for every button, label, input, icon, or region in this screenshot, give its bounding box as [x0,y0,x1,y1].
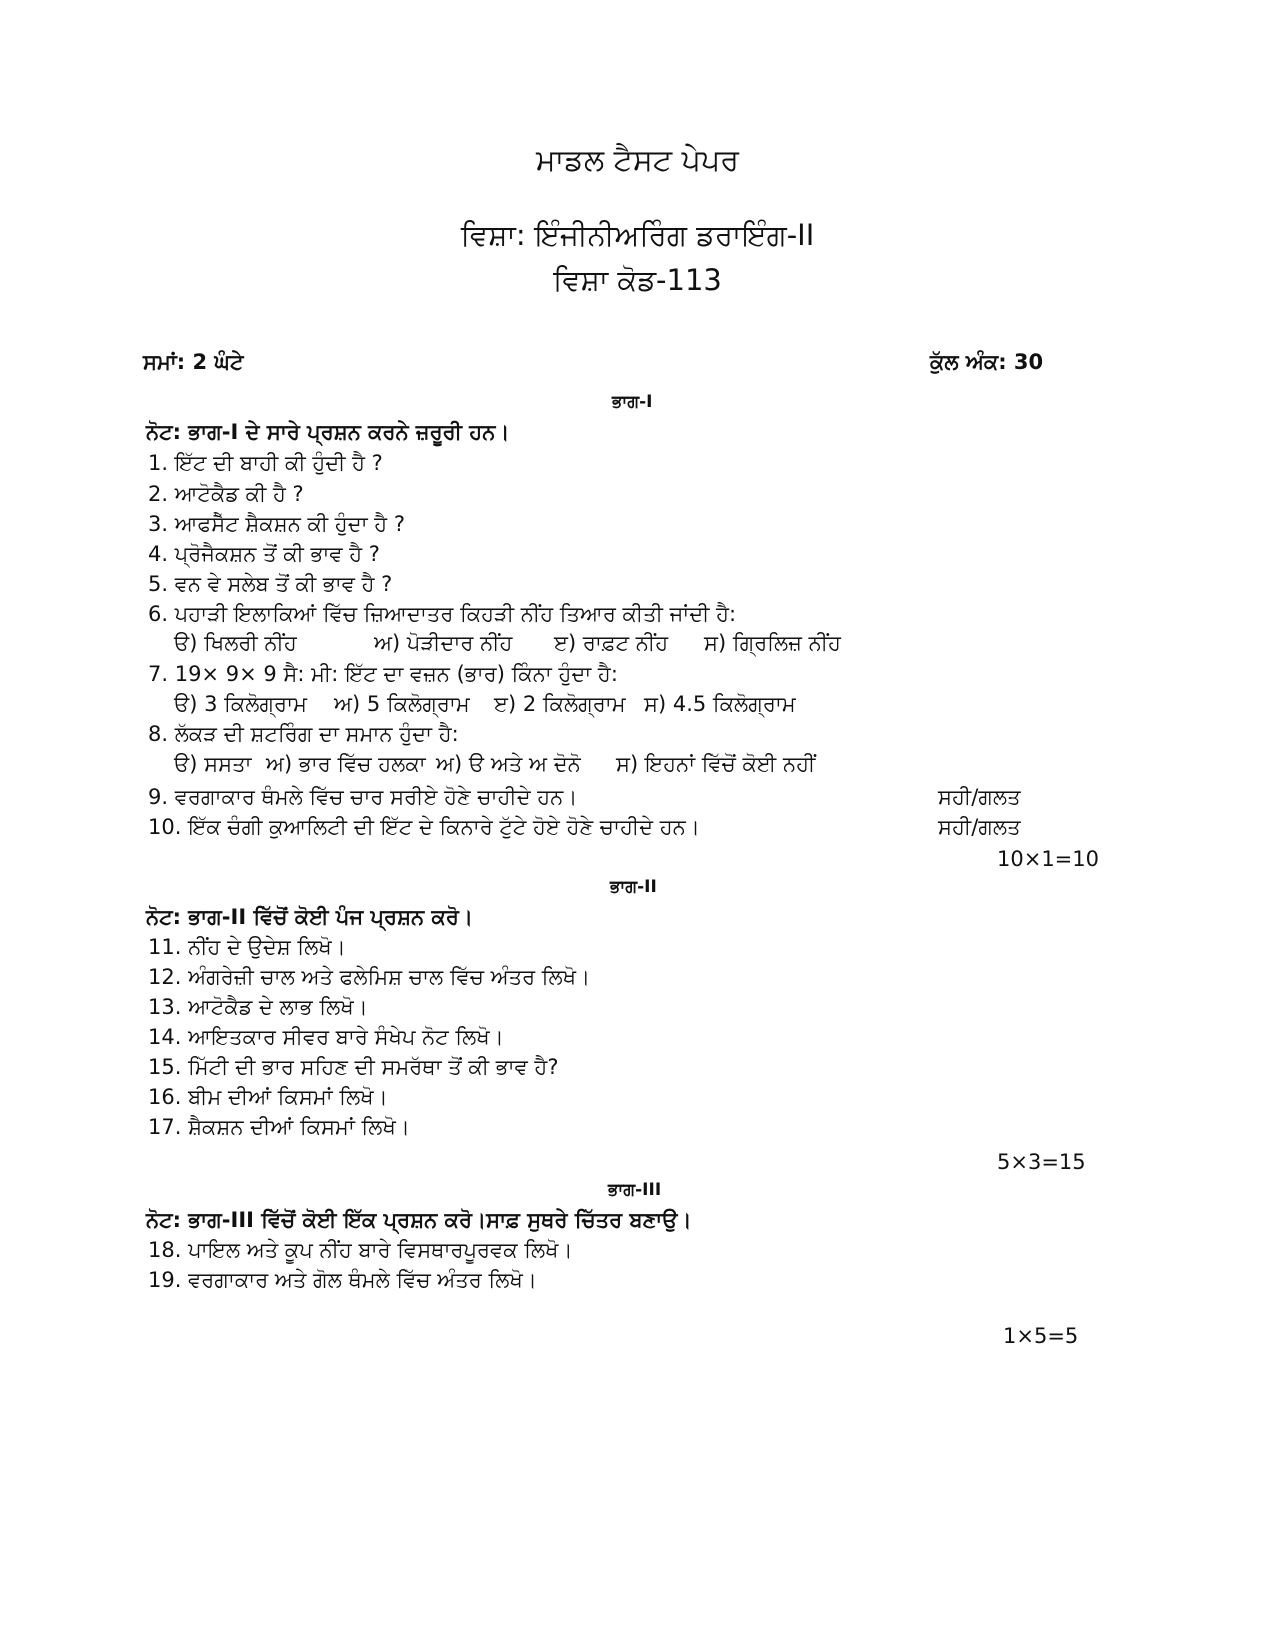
question-13: 13. ਆਟੋਕੈਡ ਦੇ ਲਾਭ ਲਿਖੋ। [148,995,368,1019]
q6-option-b: ਅ) ਪੋੜੀਦਾਰ ਨੀਂਹ [374,631,513,655]
question-8: 8. ਲੱਕੜ ਦੀ ਸ਼ਟਰਿੰਗ ਦਾ ਸਮਾਨ ਹੁੰਦਾ ਹੈ: [148,722,459,746]
part3-heading: ਭਾਗ-III [608,1180,662,1200]
question-19: 19. ਵਰਗਾਕਾਰ ਅਤੇ ਗੋਲ ਥੰਮਲੇ ਵਿੱਚ ਅੰਤਰ ਲਿਖੋ। [148,1268,537,1292]
question-3: 3. ਆਫਸੈੱਟ ਸ਼ੈਕਸ਼ਨ ਕੀ ਹੁੰਦਾ ਹੈ ? [148,512,405,536]
q7-option-d: ਸ) 4.5 ਕਿਲੋਗ੍ਰਾਮ [644,692,796,716]
q8-option-d: ਸ) ਇਹਨਾਂ ਵਿੱਚੋਂ ਕੋਈ ਨਹੀਂ [616,752,816,776]
question-12: 12. ਅੰਗਰੇਜ਼ੀ ਚਾਲ ਅਤੇ ਫਲੇਮਿਸ਼ ਚਾਲ ਵਿੱਚ ਅੰਤਰ ਲਿਖੋ। [148,965,591,989]
q6-option-c: ੲ) ਰਾਫ਼ਟ ਨੀਂਹ [554,631,669,655]
question-7: 7. 19× 9× 9 ਸੈ: ਮੀ: ਇੱਟ ਦਾ ਵਜ਼ਨ (ਭਾਰ) ਕਿੰਨਾ ਹੁੰਦਾ ਹੈ: [148,662,618,686]
question-6-options [174,631,841,656]
part3-note: ਨੋਟ: ਭਾਗ-III ਵਿੱਚੋਂ ਕੋਈ ਇੱਕ ਪ੍ਰਸ਼ਨ ਕਰੋ।ਸਾਫ਼ ਸੁਥਰੇ ਚਿੱਤਰ ਬਣਾਉ। [146,1208,692,1232]
question-15: 15. ਮਿੱਟੀ ਦੀ ਭਾਰ ਸਹਿਣ ਦੀ ਸਮਰੱਥਾ ਤੋਂ ਕੀ ਭਾਵ ਹੈ? [148,1055,559,1079]
q7-option-a: ੳ) 3 ਕਿਲੋਗ੍ਰਾਮ [174,692,307,716]
question-6: 6. ਪਹਾੜੀ ਇਲਾਕਿਆਂ ਵਿੱਚ ਜ਼ਿਆਦਾਤਰ ਕਿਹੜੀ ਨੀਂਹ ਤਿਆਰ ਕੀਤੀ ਜਾਂਦੀ ਹੈ: [148,602,737,626]
subject-title: ਵਿਸ਼ਾ: ਇੰਜੀਨੀਅਰਿੰਗ ਡਰਾਇੰਗ-II [460,218,815,252]
question-2: 2. ਆਟੋਕੈਡ ਕੀ ਹੈ ? [148,482,304,506]
q7-option-b: ਅ) 5 ਕਿਲੋਗ੍ਰਾਮ [334,692,470,716]
part2-note: ਨੋਟ: ਭਾਗ-II ਵਿੱਚੋਂ ਕੋਈ ਪੰਜ ਪ੍ਰਸ਼ਨ ਕਰੋ। [146,905,473,929]
question-18: 18. ਪਾਇਲ ਅਤੇ ਕੂਪ ਨੀਂਹ ਬਾਰੇ ਵਿਸਥਾਰਪੂਰਵਕ ਲਿਖੋ। [148,1238,573,1262]
q6-option-a: ੳ) ਖਿਲਰੀ ਨੀਂਹ [174,631,297,655]
question-16: 16. ਬੀਮ ਦੀਆਂ ਕਿਸਮਾਂ ਲਿਖੋ। [148,1085,388,1109]
question-17: 17. ਸ਼ੈਕਸ਼ਨ ਦੀਆਂ ਕਿਸਮਾਂ ਲਿਖੋ। [148,1115,410,1139]
question-14: 14. ਆਇਤਕਾਰ ਸੀਵਰ ਬਾਰੇ ਸੰਖੇਪ ਨੋਟ ਲਿਖੋ। [148,1025,504,1049]
question-1: 1. ਇੱਟ ਦੀ ਬਾਹੀ ਕੀ ਹੁੰਦੀ ਹੈ ? [148,451,383,475]
question-8-options [174,752,815,777]
question-10: 10. ਇੱਕ ਚੰਗੀ ਕੁਆਲਿਟੀ ਦੀ ਇੱਟ ਦੇ ਕਿਨਾਰੇ ਟੁੱਟੇ ਹੋਏ ਹੋਣੇ ਚਾਹੀਦੇ ਹਨ। [148,815,700,839]
subject-code: ਵਿਸ਼ਾ ਕੋਡ-113 [553,263,722,297]
q7-option-c: ੲ) 2 ਕਿਲੋਗ੍ਰਾਮ [494,692,626,716]
question-9-true-false: ਸਹੀ/ਗਲਤ [938,785,1021,809]
q8-option-a: ੳ) ਸਸਤਾ [174,752,252,776]
question-5: 5. ਵਨ ਵੇ ਸਲੇਬ ਤੋਂ ਕੀ ਭਾਵ ਹੈ ? [148,572,393,596]
q8-option-b: ਅ) ਭਾਰ ਵਿੱਚ ਹਲਕਾ [266,752,426,776]
q8-option-c: ਅ) ੳ ਅਤੇ ਅ ਦੋਨੋ [436,752,581,776]
question-11: 11. ਨੀਂਹ ਦੇ ਉਦੇਸ਼ ਲਿਖੋ। [148,935,346,959]
total-marks-label: ਕੁੱਲ ਅੰਕ: 30 [930,350,1044,374]
question-7-options [174,692,796,717]
question-10-true-false: ਸਹੀ/ਗਲਤ [938,815,1021,839]
part1-heading: ਭਾਗ-I [612,392,653,412]
part2-heading: ਭਾਗ-II [610,877,657,897]
part3-marks: 1×5=5 [1003,1324,1079,1348]
paper-title: ਮਾਡਲ ਟੈਸਟ ਪੇਪਰ [536,143,739,178]
time-label: ਸਮਾਂ: 2 ਘੰਟੇ [143,350,244,374]
part1-marks: 10×1=10 [997,847,1099,871]
question-4: 4. ਪ੍ਰੋਜੈਕਸ਼ਨ ਤੋਂ ਕੀ ਭਾਵ ਹੈ ? [148,542,380,566]
part1-note: ਨੋਟ: ਭਾਗ-I ਦੇ ਸਾਰੇ ਪ੍ਰਸ਼ਨ ਕਰਨੇ ਜ਼ਰੂਰੀ ਹਨ। [146,420,510,444]
part2-marks: 5×3=15 [997,1150,1086,1174]
q6-option-d: ਸ) ਗ੍ਰਿਲਿਜ਼ ਨੀਂਹ [704,631,841,655]
question-9: 9. ਵਰਗਾਕਾਰ ਥੰਮਲੇ ਵਿੱਚ ਚਾਰ ਸਰੀਏ ਹੋਣੇ ਚਾਹੀਦੇ ਹਨ। [148,785,578,809]
